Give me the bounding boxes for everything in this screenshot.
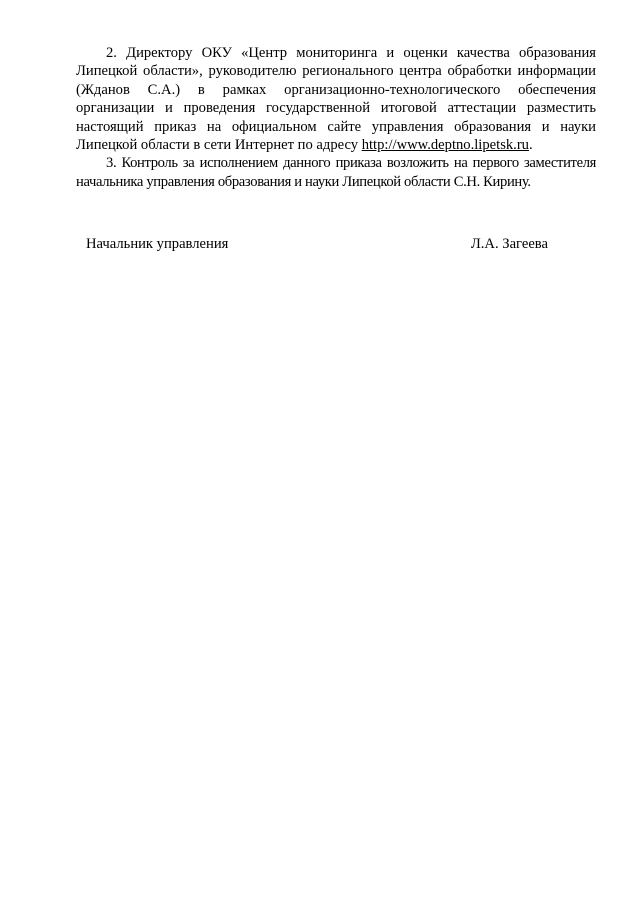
document-body [76,44,596,191]
paragraph-3 [76,154,596,191]
signature-role: Начальник управления [86,236,229,252]
signature-name: Л.А. Загеева [470,236,548,252]
paragraph-2-end: . [528,137,533,154]
paragraph-2 [76,44,596,154]
paragraph-3-text: 3. Контроль за исполнением данного приказа возложить на первого заместителя начальника управления образования и науки Липецкой области С.Н. Кирину. [76,155,596,190]
website-link[interactable]: http://www.deptno.lipetsk.ru [361,137,529,154]
paragraph-2-text: 2. Директору ОКУ «Центр мониторинга и оценки качества образования Липецкой области», руководителю регионального центра обработки информации (Жданов С.А.) в рамках организационно-технологического обеспечения организации и проведения государственной итоговой аттестации разместить настоящий приказ на официальном сайте управления образования и науки Липецкой области в сети Интернет по адресу [76,45,596,154]
